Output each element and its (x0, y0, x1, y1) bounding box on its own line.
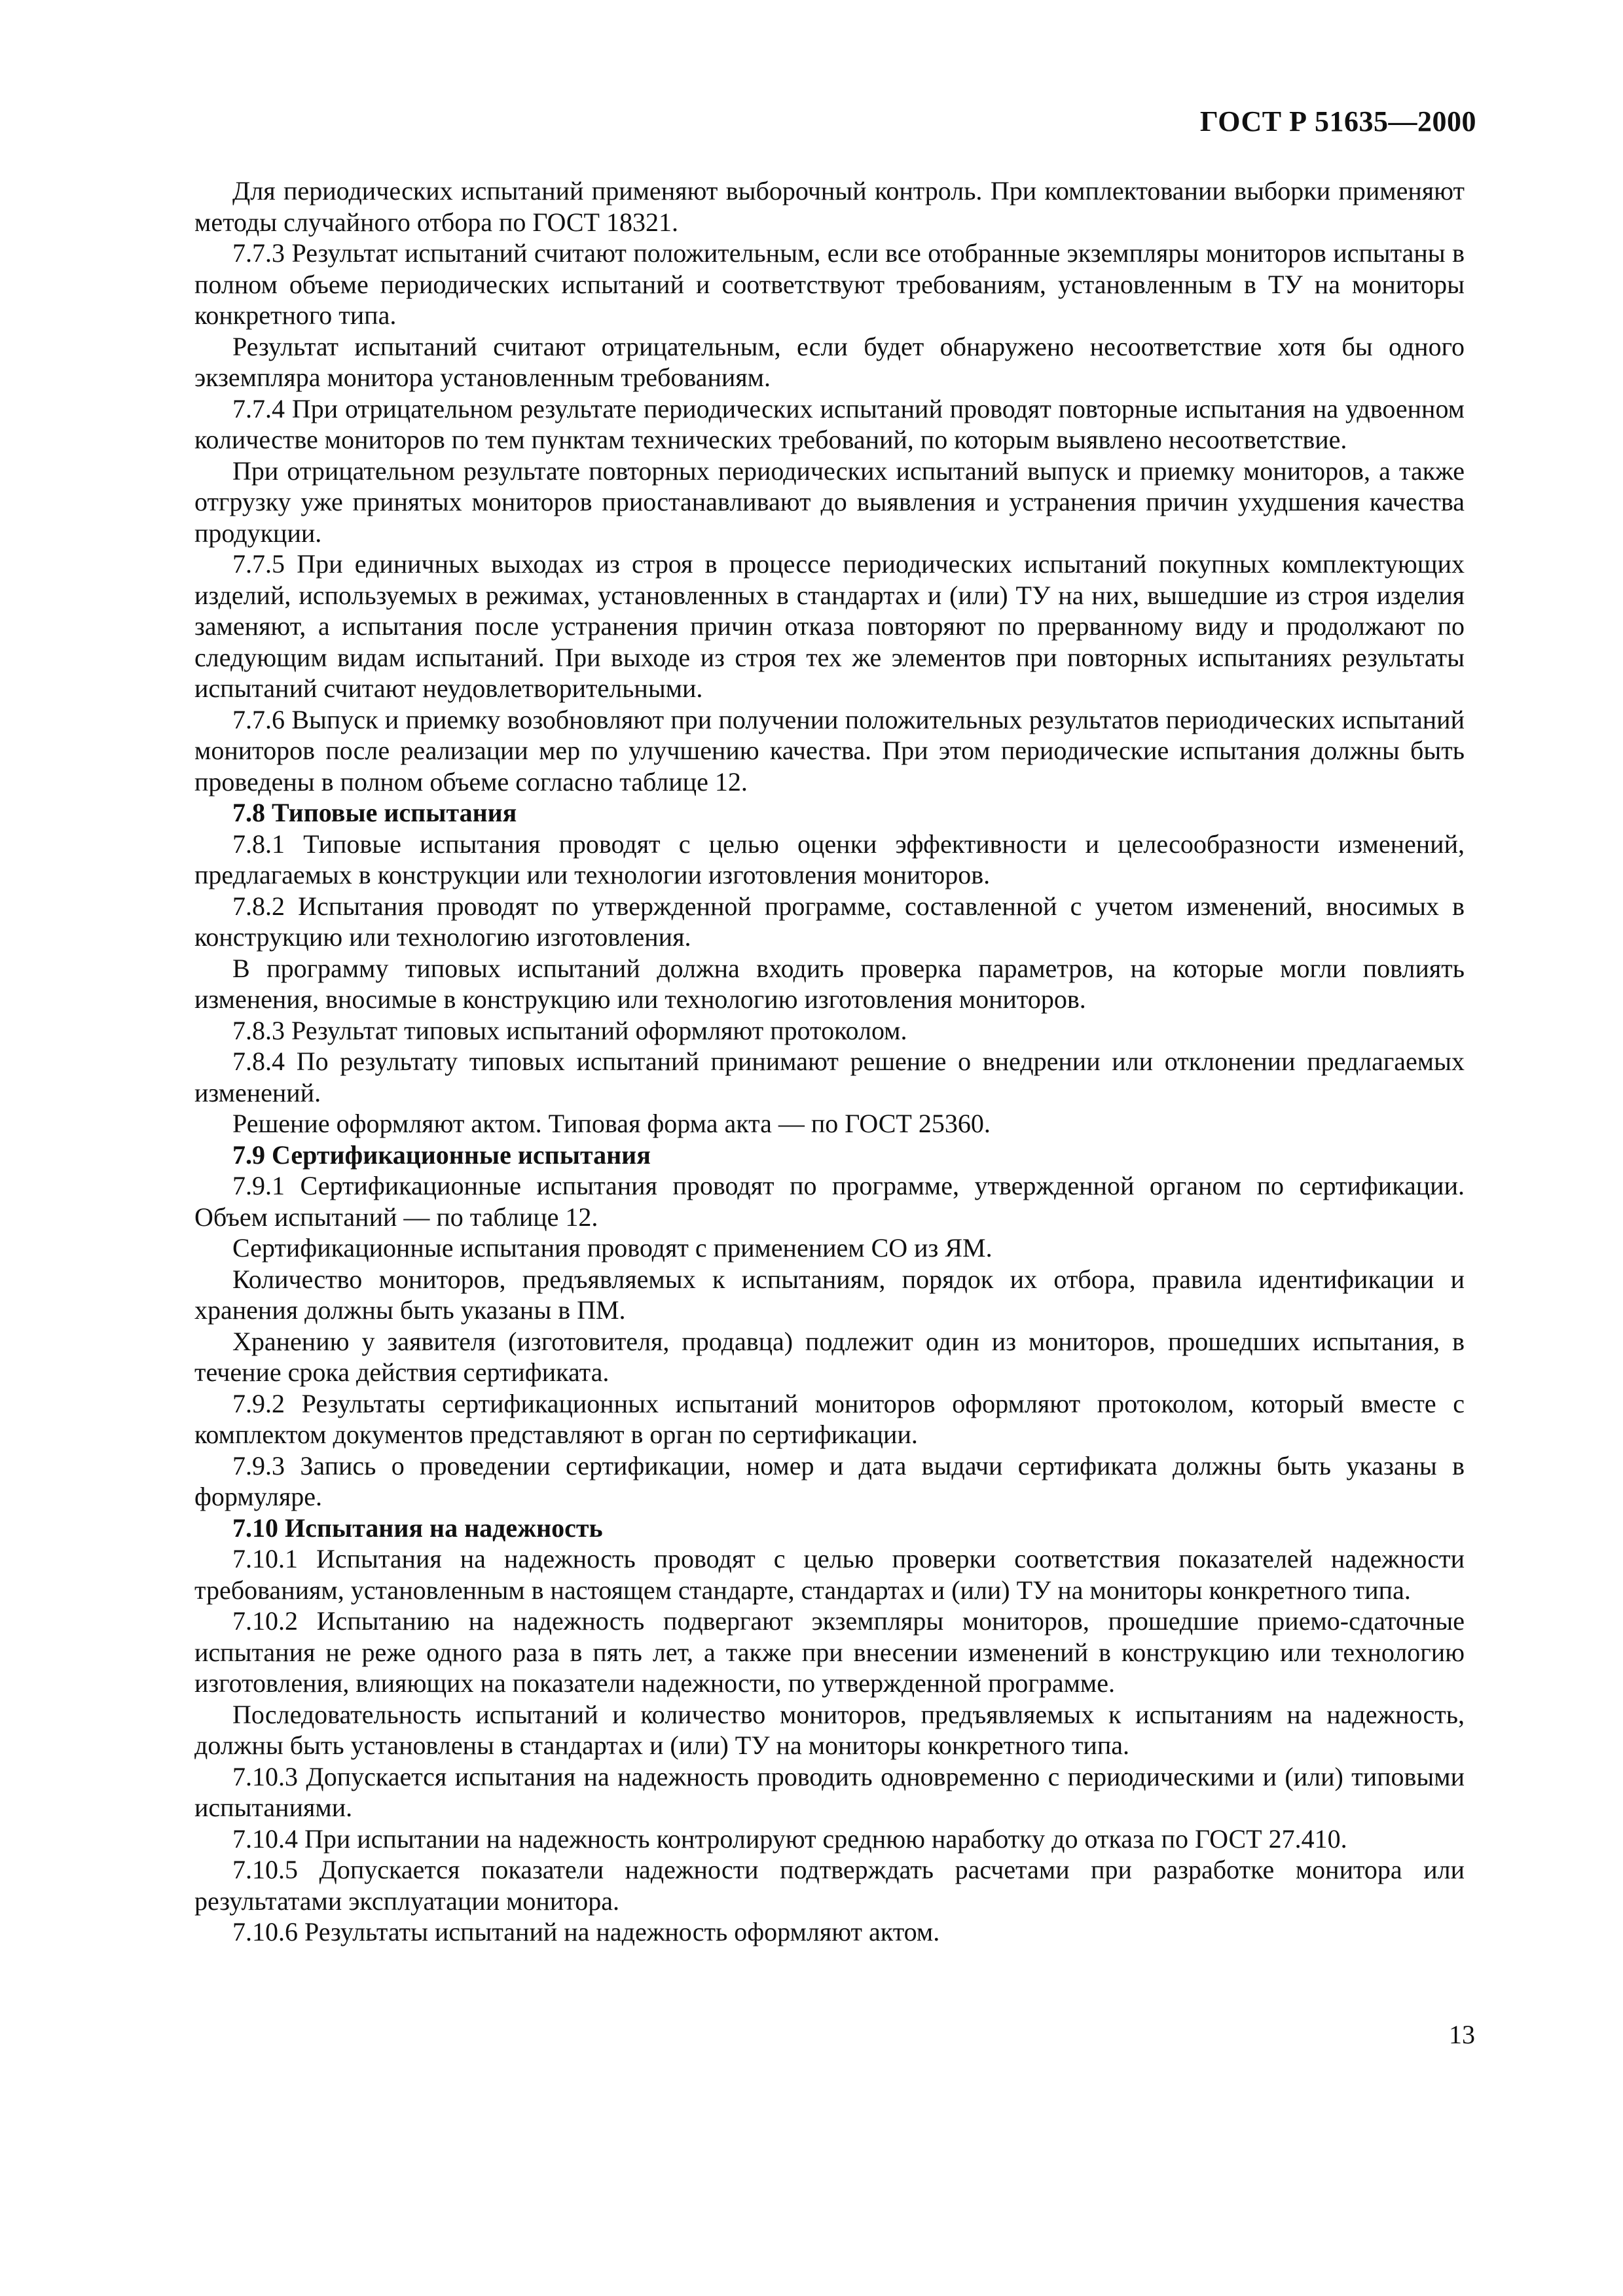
paragraph: 7.10.2 Испытанию на надежность подвергают экземпляры мониторов, прошедшие приемо-сдаточные испытания не реже одного раза в пять лет, а также при внесении изменений в конструкцию или технологию изготовления, влияющих на показатели надежности, по утвержденной программе. (194, 1606, 1465, 1698)
paragraph: 7.10.6 Результаты испытаний на надежность оформляют актом. (232, 1917, 940, 1946)
paragraph: 7.9.1 Сертификационные испытания проводят по программе, утвержденной органом по сертификации. Объем испытаний — по таблице 12. (194, 1171, 1465, 1232)
paragraph: 7.10.3 Допускается испытания на надежность проводить одновременно с периодическими и (или) типовыми испытаниями. (194, 1761, 1465, 1822)
paragraph: Последовательность испытаний и количество мониторов, предъявляемых к испытаниям на надежность, должны быть установлены в стандартах и (или) ТУ на мониторы конкретного типа. (194, 1699, 1465, 1760)
paragraph: 7.9.3 Запись о проведении сертификации, номер и дата выдачи сертификата должны быть указаны в формуляре. (194, 1450, 1465, 1511)
paragraph: 7.10.5 Допускается показатели надежности подтверждать расчетами при разработке монитора или результатами эксплуатации монитора. (194, 1855, 1465, 1916)
section-heading: 7.10 Испытания на надежность (232, 1513, 603, 1543)
paragraph: 7.8.1 Типовые испытания проводят с целью оценки эффективности и целесообразности изменений, предлагаемых в конструкции или технологии изготовления мониторов. (194, 829, 1465, 889)
paragraph: Хранению у заявителя (изготовителя, продавца) подлежит один из мониторов, прошедших испытания, в течение срока действия сертификата. (194, 1326, 1465, 1387)
paragraph: 7.9.2 Результаты сертификационных испытаний мониторов оформляют протоколом, который вместе с комплектом документов представляют в орган по сертификации. (194, 1388, 1465, 1449)
page-number: 13 (1449, 2020, 1475, 2049)
paragraph: При отрицательном результате повторных периодических испытаний выпуск и приемку мониторов, а также отгрузку уже принятых мониторов приостанавливают до выявления и устранения причин ухудшения качества продукции. (194, 456, 1465, 548)
paragraph: 7.7.5 При единичных выходах из строя в процессе периодических испытаний покупных комплектующих изделий, используемых в режимах, установленных в стандартах и (или) ТУ на них, вышедшие из строя изделия заменяют, а испытания после устранения причин отказа повторяют по прерванному виду и продолжают по следующим видам испытаний. При выходе из строя тех же элементов при повторных испытаниях результаты испытаний считают неудовлетворительными. (194, 549, 1465, 703)
paragraph: В программу типовых испытаний должна входить проверка параметров, на которые могли повлиять изменения, вносимые в конструкцию или технологию изготовления мониторов. (194, 953, 1465, 1014)
paragraph: 7.7.4 При отрицательном результате периодических испытаний проводят повторные испытания на удвоенном количестве мониторов по тем пунктам технических требований, по которым выявлено несоответствие. (194, 393, 1465, 454)
paragraph: Количество мониторов, предъявляемых к испытаниям, порядок их отбора, правила идентификации и хранения должны быть указаны в ПМ. (194, 1264, 1465, 1325)
paragraph: Для периодических испытаний применяют выборочный контроль. При комплектовании выборки применяют методы случайного отбора по ГОСТ 18321. (194, 176, 1465, 237)
paragraph: 7.7.6 Выпуск и приемку возобновляют при получении положительных результатов периодических испытаний мониторов после реализации мер по улучшению качества. При этом периодические испытания должны быть проведены в полном объеме согласно таблице 12. (194, 704, 1465, 797)
paragraph: 7.7.3 Результат испытаний считают положительным, если все отобранные экземпляры мониторов испытаны в полном объеме периодических испытаний и соответствуют требованиям, установленным в ТУ на мониторы конкретного типа. (194, 238, 1465, 330)
document-code-header: ГОСТ Р 51635—2000 (1199, 105, 1476, 137)
paragraph: Результат испытаний считают отрицательным, если будет обнаружено несоответствие хотя бы одного экземпляра монитора установленным требованиям. (194, 331, 1465, 392)
section-heading: 7.8 Типовые испытания (232, 798, 517, 827)
document-body (194, 175, 1465, 1948)
paragraph: 7.8.2 Испытания проводят по утвержденной программе, составленной с учетом изменений, вносимых в конструкцию или технологию изготовления. (194, 891, 1465, 952)
paragraph: Решение оформляют актом. Типовая форма акта — по ГОСТ 25360. (232, 1109, 991, 1138)
paragraph: 7.10.1 Испытания на надежность проводят с целью проверки соответствия показателей надежности требованиям, установленным в настоящем стандарте, стандартах и (или) ТУ на мониторы конкретного типа. (194, 1544, 1465, 1605)
paragraph: Сертификационные испытания проводят с применением СО из ЯМ. (232, 1233, 993, 1263)
paragraph: 7.10.4 При испытании на надежность контролируют среднюю наработку до отказа по ГОСТ 27.410. (232, 1823, 1347, 1854)
paragraph: 7.8.4 По результату типовых испытаний принимают решение о внедрении или отклонении предлагаемых изменений. (194, 1047, 1465, 1107)
section-heading: 7.9 Сертификационные испытания (232, 1139, 651, 1170)
paragraph: 7.8.3 Результат типовых испытаний оформляют протоколом. (232, 1015, 907, 1045)
